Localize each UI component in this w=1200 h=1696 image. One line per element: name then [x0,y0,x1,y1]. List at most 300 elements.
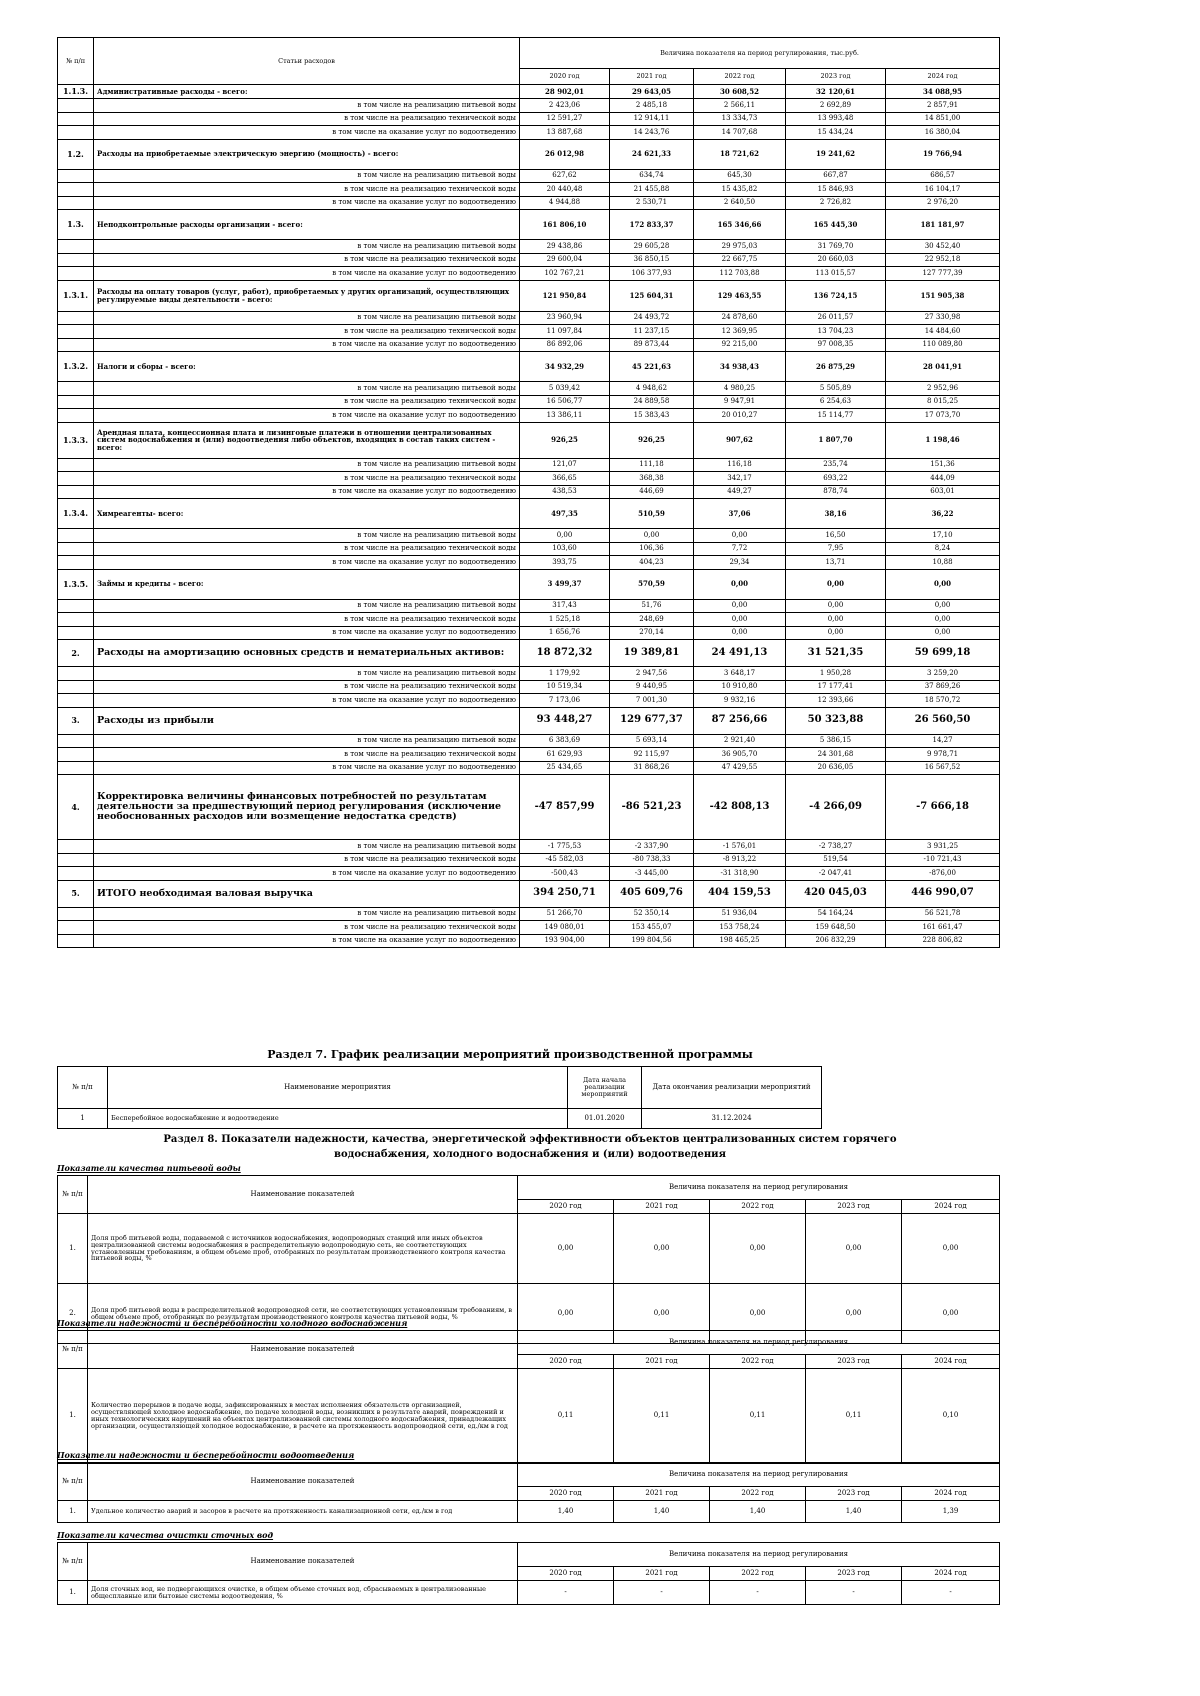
row-value: 342,17 [694,472,786,486]
row-value: 11 097,84 [520,325,610,339]
row-description: Доля сточных вод, не подвергающихся очистке, в общем объеме сточных вод, сбрасываемых в централизованные общесплавные или бытовые системы водоотведения, % [88,1581,518,1605]
row-name: в том числе на оказание услуг по водоотведению [94,338,520,352]
table-row [58,267,1000,281]
col-name-header: Статьи расходов [94,38,520,85]
year-header: 2024 год [902,1200,1000,1214]
table-row [58,311,1000,325]
row-value: 19 766,94 [886,139,1000,169]
row-number [58,196,94,210]
row-value: 20 636,05 [786,761,886,775]
table-row [58,126,1000,140]
row-value: 151,36 [886,458,1000,472]
table-row [58,694,1000,708]
row-value: 926,25 [520,422,610,458]
row-value: 4 944,88 [520,196,610,210]
row-value: 34 932,29 [520,352,610,382]
table-row [58,626,1000,640]
row-name: в том числе на реализацию технической воды [94,253,520,267]
row-value: 228 806,82 [886,934,1000,948]
table-row [58,253,1000,267]
row-value: 0,00 [694,569,786,599]
table-row [58,934,1000,948]
row-value: 9 978,71 [886,748,1000,762]
year-header: 2022 год [710,1355,806,1369]
section8-title-line2: водоснабжения, холодного водоснабжения и (или) водоотведения [334,1149,726,1160]
row-value: 0,00 [694,626,786,640]
row-value: 4 948,62 [610,382,694,396]
row-value: 161 661,47 [886,921,1000,935]
row-value: 878,74 [786,485,886,499]
row-value: 5 039,42 [520,382,610,396]
row-value: 59 699,18 [886,640,1000,667]
row-value: 420 045,03 [786,880,886,907]
row-value: 29 600,04 [520,253,610,267]
row-value: -47 857,99 [520,775,610,840]
row-name: Арендная плата, концессионная плата и лизинговые платежи в отношении централизованных систем водоснабжения и (или) водоотведения либо объектов, входящих в состав таких систем - всего: [94,422,520,458]
row-value: 7 001,30 [610,694,694,708]
row-value: 1,40 [806,1501,902,1523]
row-value: 13 334,73 [694,112,786,126]
row-value: 0,00 [886,626,1000,640]
row-value: 0,00 [694,613,786,627]
row-value: 14 851,00 [886,112,1000,126]
table-row [58,99,1000,113]
row-value: 3 259,20 [886,667,1000,681]
block3-subtitle: Показатели надежности и бесперебойности водоотведения [57,1450,355,1460]
row-value: - [614,1581,710,1605]
row-name: в том числе на реализацию питьевой воды [94,458,520,472]
row-description: Доля проб питьевой воды в распределительной водопроводной сети, не соответствующих установленным требованиям, в общем объеме проб, отобранных по результатам производственного контроля качества питьевой воды, % [88,1284,518,1344]
row-value: 24 878,60 [694,311,786,325]
row-value: 2 726,82 [786,196,886,210]
row-value: -7 666,18 [886,775,1000,840]
table-row [58,907,1000,921]
table-row [58,240,1000,254]
row-value: 0,00 [710,1284,806,1344]
row-name: в том числе на реализацию технической воды [94,748,520,762]
row-value: 18 570,72 [886,694,1000,708]
row-value: 19 389,81 [610,640,694,667]
row-value: 32 120,61 [786,85,886,99]
row-description: Доля проб питьевой воды, подаваемой с источников водоснабжения, водопроводных станций или иных объектов централизованной системы водоснабжения в распределительную водопроводную сеть, не соответствующих установленным требованиям, в общем объеме проб, отобранных по результатам производственного контроля качества питьевой воды, % [88,1214,518,1284]
year-header: 2024 год [902,1487,1000,1501]
row-value: 22 952,18 [886,253,1000,267]
row-value: 0,00 [786,613,886,627]
row-value: 0,00 [610,529,694,543]
year-header: 2020 год [518,1200,614,1214]
row-value: 54 164,24 [786,907,886,921]
row-value: 14 243,76 [610,126,694,140]
row-number [58,325,94,339]
section7-title: Раздел 7. График реализации мероприятий производственной программы [267,1048,753,1061]
table-row [58,542,1000,556]
row-number [58,761,94,775]
row-description: Удельное количество аварий и засоров в расчете на протяженность канализационной сети, ед./км в год [88,1501,518,1523]
row-value: 0,00 [902,1284,1000,1344]
year-header: 2021 год [614,1567,710,1581]
row-value: 34 938,43 [694,352,786,382]
row-value: 317,43 [520,599,610,613]
row-number: 2. [58,640,94,667]
row-value: 29 975,03 [694,240,786,254]
s7-row-name: Бесперебойное водоснабжение и водоотведение [108,1109,568,1129]
row-value: 645,30 [694,169,786,183]
table-row [58,853,1000,867]
row-value: 121,07 [520,458,610,472]
row-value: -86 521,23 [610,775,694,840]
row-value: 13 993,48 [786,112,886,126]
row-number [58,112,94,126]
row-value: 393,75 [520,556,610,570]
row-number [58,613,94,627]
row-value: 21 455,88 [610,183,694,197]
row-value: 17,10 [886,529,1000,543]
table-row [58,409,1000,423]
row-value: 7,95 [786,542,886,556]
row-value: 2 947,56 [610,667,694,681]
row-value: 0,00 [694,529,786,543]
table-row [58,1581,1000,1605]
row-value: 111,18 [610,458,694,472]
row-name: в том числе на реализацию технической воды [94,112,520,126]
row-value: 0,00 [886,613,1000,627]
row-value: 12 591,27 [520,112,610,126]
table-row [58,707,1000,734]
row-value: 24 621,33 [610,139,694,169]
s7-row-start: 01.01.2020 [568,1109,642,1129]
row-value: 1,40 [518,1501,614,1523]
row-number [58,867,94,881]
row-name: в том числе на реализацию питьевой воды [94,599,520,613]
row-value: 24 491,13 [694,640,786,667]
row-value: -1 775,53 [520,840,610,854]
row-value: 198 465,25 [694,934,786,948]
row-value: 31 769,70 [786,240,886,254]
row-value: 0,00 [806,1214,902,1284]
row-value: 165 346,66 [694,210,786,240]
row-name: в том числе на реализацию технической воды [94,613,520,627]
row-value: 926,25 [610,422,694,458]
row-value: 446,69 [610,485,694,499]
col-name-header: Наименование показателей [88,1176,518,1214]
year-header: 2021 год [614,1355,710,1369]
water-reliability-table [57,1330,1000,1464]
row-value: 8 015,25 [886,395,1000,409]
table-row [58,458,1000,472]
row-value: 0,11 [710,1369,806,1464]
row-value: 3 499,37 [520,569,610,599]
row-value: 0,00 [520,529,610,543]
row-name: в том числе на оказание услуг по водоотведению [94,409,520,423]
row-name: Налоги и сборы - всего: [94,352,520,382]
s7-col-end: Дата окончания реализации мероприятий [642,1067,822,1109]
row-value: 13 704,23 [786,325,886,339]
row-value: 106 377,93 [610,267,694,281]
table-row [58,680,1000,694]
col-name-header: Наименование показателей [88,1331,518,1369]
table-row [58,867,1000,881]
row-value: 2 976,20 [886,196,1000,210]
table-row [58,613,1000,627]
row-number [58,542,94,556]
row-name: в том числе на реализацию питьевой воды [94,840,520,854]
row-value: 17 177,41 [786,680,886,694]
row-value: 270,14 [610,626,694,640]
row-value: 47 429,55 [694,761,786,775]
row-name: в том числе на реализацию технической воды [94,542,520,556]
row-number [58,382,94,396]
row-value: 634,74 [610,169,694,183]
row-value: 438,53 [520,485,610,499]
row-value: 497,35 [520,499,610,529]
row-value: 22 667,75 [694,253,786,267]
row-number [58,680,94,694]
row-value: 113 015,57 [786,267,886,281]
row-value: 2 921,40 [694,734,786,748]
row-value: 510,59 [610,499,694,529]
row-value: 153 455,07 [610,921,694,935]
row-value: -1 576,01 [694,840,786,854]
table-row [58,775,1000,840]
row-name: в том числе на оказание услуг по водоотведению [94,126,520,140]
table-row [58,499,1000,529]
row-value: 235,74 [786,458,886,472]
row-value: 199 804,56 [610,934,694,948]
table-row [58,210,1000,240]
row-value: - [902,1581,1000,1605]
row-name: в том числе на реализацию питьевой воды [94,99,520,113]
row-name: Неподконтрольные расходы организации - всего: [94,210,520,240]
row-value: 519,54 [786,853,886,867]
row-value: -2 738,27 [786,840,886,854]
row-number [58,734,94,748]
row-number: 1. [58,1581,88,1605]
s7-row-num: 1 [58,1109,108,1129]
table-row [58,280,1000,311]
table-row [58,569,1000,599]
col-values-header: Величина показателя на период регулирования [518,1543,1000,1567]
row-number [58,409,94,423]
row-value: 5 505,89 [786,382,886,396]
row-number [58,556,94,570]
table-row [58,485,1000,499]
row-value: 16 104,17 [886,183,1000,197]
row-number [58,934,94,948]
table-row [58,599,1000,613]
row-name: в том числе на оказание услуг по водоотведению [94,267,520,281]
row-number [58,472,94,486]
row-value: 25 434,65 [520,761,610,775]
row-name: в том числе на реализацию питьевой воды [94,734,520,748]
row-value: 97 008,35 [786,338,886,352]
row-value: 10 519,34 [520,680,610,694]
row-value: 24 493,72 [610,311,694,325]
row-number: 1.3.1. [58,280,94,311]
row-name: в том числе на реализацию питьевой воды [94,169,520,183]
schedule-table [57,1066,822,1129]
row-value: -4 266,09 [786,775,886,840]
row-value: -80 738,33 [610,853,694,867]
row-number [58,485,94,499]
row-value: 18 721,62 [694,139,786,169]
row-value: 26 560,50 [886,707,1000,734]
row-value: 87 256,66 [694,707,786,734]
row-value: 2 692,89 [786,99,886,113]
year-header: 2024 год [886,69,1000,85]
row-number [58,311,94,325]
expenses-table [57,37,1000,948]
table-row [58,840,1000,854]
row-name: Расходы на оплату товаров (услуг, работ), приобретаемых у других организаций, осуществляющих регулируемые виды деятельности - всего: [94,280,520,311]
row-value: 15 434,24 [786,126,886,140]
row-value: 151 905,38 [886,280,1000,311]
row-value: 14 484,60 [886,325,1000,339]
row-name: в том числе на оказание услуг по водоотведению [94,694,520,708]
row-number [58,529,94,543]
row-name: в том числе на реализацию питьевой воды [94,382,520,396]
year-header: 2023 год [806,1487,902,1501]
row-value: - [806,1581,902,1605]
row-name: в том числе на оказание услуг по водоотведению [94,867,520,881]
row-number: 1.3. [58,210,94,240]
col-name-header: Наименование показателей [88,1463,518,1501]
row-value: 10,88 [886,556,1000,570]
row-number [58,253,94,267]
table-row [58,761,1000,775]
row-name: в том числе на оказание услуг по водоотведению [94,626,520,640]
table-row [58,529,1000,543]
table-row [58,472,1000,486]
row-number [58,840,94,854]
row-value: 125 604,31 [610,280,694,311]
table-row [58,667,1000,681]
row-value: 106,36 [610,542,694,556]
row-value: 112 703,88 [694,267,786,281]
row-value: 20 440,48 [520,183,610,197]
row-number [58,667,94,681]
year-header: 2020 год [518,1487,614,1501]
row-value: 181 181,97 [886,210,1000,240]
row-value: 13,71 [786,556,886,570]
row-value: 368,38 [610,472,694,486]
row-name: ИТОГО необходимая валовая выручка [94,880,520,907]
row-value: 93 448,27 [520,707,610,734]
row-value: 9 932,16 [694,694,786,708]
row-value: 0,11 [614,1369,710,1464]
row-value: 5 386,15 [786,734,886,748]
row-value: 6 254,63 [786,395,886,409]
row-value: 31 521,35 [786,640,886,667]
row-name: Административные расходы - всего: [94,85,520,99]
row-value: - [518,1581,614,1605]
year-header: 2023 год [806,1567,902,1581]
row-value: 0,00 [518,1214,614,1284]
row-value: 1,39 [902,1501,1000,1523]
table-row [58,139,1000,169]
row-value: 446 990,07 [886,880,1000,907]
row-value: 16,50 [786,529,886,543]
row-number: 1. [58,1369,88,1464]
row-number: 1.3.4. [58,499,94,529]
row-name: Корректировка величины финансовых потребностей по результатам деятельности за предшествующий период регулирования (исключение необоснованных расходов или возмещение недостатка средств) [94,775,520,840]
row-number [58,169,94,183]
block2-subtitle: Показатели надежности и бесперебойности холодного водоснабжения [57,1318,408,1328]
col-num-header: № п/п [58,38,94,85]
row-value: 0,00 [614,1214,710,1284]
row-value: 1 807,70 [786,422,886,458]
row-number: 4. [58,775,94,840]
row-value: 13 386,11 [520,409,610,423]
row-value: 51 936,04 [694,907,786,921]
row-value: 16 380,04 [886,126,1000,140]
row-number [58,267,94,281]
row-value: 1 950,28 [786,667,886,681]
row-number: 1.3.3. [58,422,94,458]
row-number [58,907,94,921]
row-value: 13 887,68 [520,126,610,140]
row-value: 2 952,96 [886,382,1000,396]
table-row [58,1501,1000,1523]
row-value: 38,16 [786,499,886,529]
row-value: 24 301,68 [786,748,886,762]
row-value: 0,00 [886,599,1000,613]
row-number: 1. [58,1214,88,1284]
row-value: 12 369,95 [694,325,786,339]
row-value: -10 721,43 [886,853,1000,867]
row-value: -42 808,13 [694,775,786,840]
row-name: Займы и кредиты - всего: [94,569,520,599]
row-value: 19 241,62 [786,139,886,169]
year-header: 2021 год [610,69,694,85]
row-number [58,99,94,113]
table-row [58,880,1000,907]
row-value: - [710,1581,806,1605]
row-number: 1.3.2. [58,352,94,382]
row-value: 153 758,24 [694,921,786,935]
row-value: 404,23 [610,556,694,570]
row-number [58,853,94,867]
row-value: 161 806,10 [520,210,610,240]
row-value: 28 902,01 [520,85,610,99]
row-value: 121 950,84 [520,280,610,311]
row-value: 159 648,50 [786,921,886,935]
row-value: 1,40 [710,1501,806,1523]
row-value: 0,00 [902,1214,1000,1284]
table-row [58,640,1000,667]
table-row [58,325,1000,339]
row-value: 686,57 [886,169,1000,183]
row-value: 5 693,14 [610,734,694,748]
row-value: 444,09 [886,472,1000,486]
year-header: 2022 год [710,1567,806,1581]
row-value: 366,65 [520,472,610,486]
row-description: Количество перерывов в подаче воды, зафиксированных в местах исполнения обязательств организацией, осуществляющей холодное водоснабжение, по подаче холодной воды, возникших в результате аварий, повреждений и иных технологических нарушений на объектах централизованной системы холодного водоснабжения, принадлежащих организации, осуществляющей холодное водоснабжение, в расчете на протяженность водопроводной сети, ед./км в год [88,1369,518,1464]
row-value: 29 605,28 [610,240,694,254]
row-name: в том числе на реализацию технической воды [94,921,520,935]
row-value: 102 767,21 [520,267,610,281]
row-number: 1.3.5. [58,569,94,599]
row-number [58,599,94,613]
sewer-reliability-table [57,1462,1000,1523]
wastewater-quality-table [57,1542,1000,1605]
table-row [58,734,1000,748]
row-name: в том числе на оказание услуг по водоотведению [94,556,520,570]
row-value: 7,72 [694,542,786,556]
row-name: в том числе на реализацию технической воды [94,472,520,486]
row-value: 10 910,80 [694,680,786,694]
row-value: 0,00 [518,1284,614,1344]
col-values-header: Величина показателя на период регулирования [518,1176,1000,1200]
